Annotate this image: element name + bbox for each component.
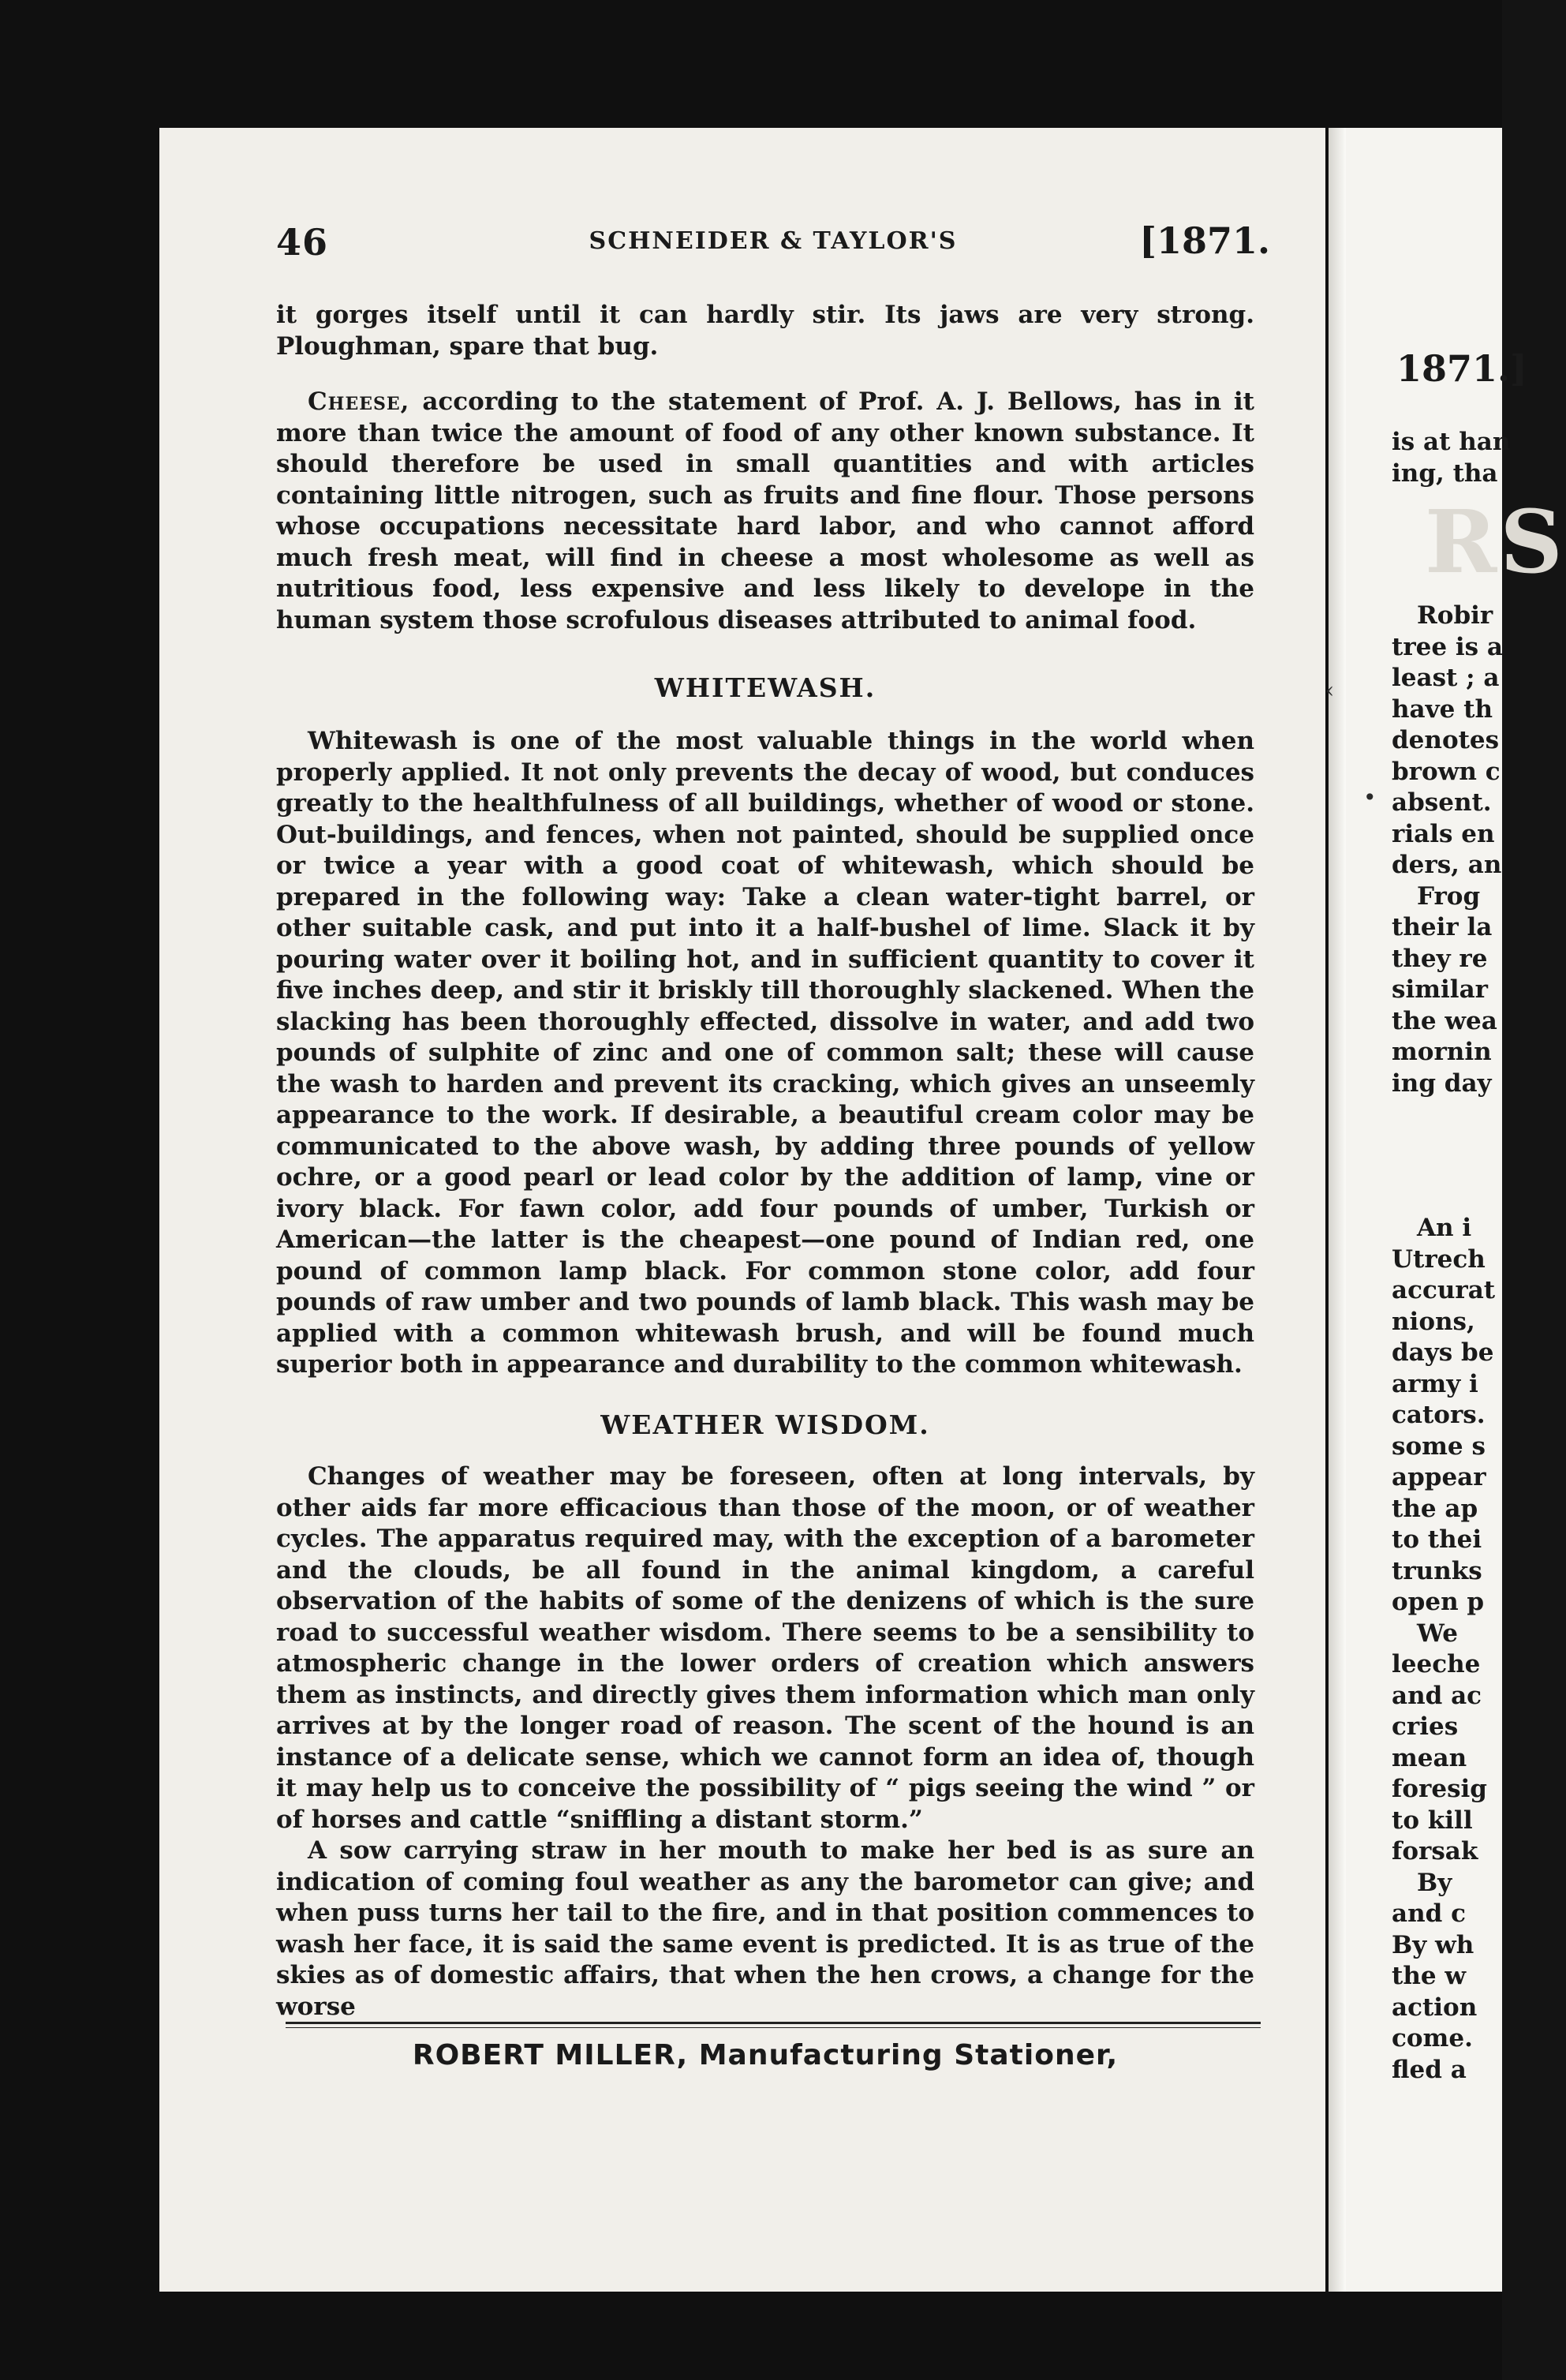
- right-page: [1346, 128, 1566, 2292]
- right-page-line: the w: [1392, 1962, 1467, 1990]
- whitewash-paragraph: [276, 726, 1254, 1381]
- right-page-line: rials en: [1392, 819, 1495, 848]
- right-page-line: and ac: [1392, 1681, 1482, 1710]
- right-page-line: action: [1392, 1993, 1478, 2022]
- right-page-line: the wea: [1392, 1006, 1497, 1035]
- cheese-text: according to the statement of Prof. A. J. Bellows, has in it more than twice the amount of food of any other known substance. It should therefore be used in small quantities and with articles containing little nitrogen, such as fruits and fine flour. Those persons whose occupations necessitate hard labor, and who cannot afford much fresh meat, will find in cheese a most wholesome as well as nutritious food, less expensive and less likely to develope in the human system those scrofulous diseases attributed to animal food.: [276, 387, 1255, 634]
- footer-rule: [286, 2022, 1261, 2024]
- cheese-run-in: Cheese,: [308, 387, 410, 416]
- header-year: [1871.: [1139, 219, 1270, 262]
- weather-paragraph-1: Changes of weather may be foreseen, often at long intervals, by other aids far more efficacious than those of the moon, or of weather cycles. The apparatus required may, with the exception of a barometer and the clouds, be all found in the animal kingdom, a careful observation of the habits of some of the denizens of which is the sure road to successful weather wisdom. There seems to be a sensibility to atmospheric change in the lower orders of creation which answers them as instincts, and directly gives them information which man only arrives at by the longer road of reason. The scent of the hound is an instance of a delicate sense, which we cannot form an idea of, though it may help us to conceive the possibility of “ pigs seeing the wind ” or of horses and cattle “sniffling a distant storm.”: [276, 1462, 1254, 1834]
- right-page-line: cators.: [1392, 1401, 1486, 1429]
- right-page-line: foresig: [1392, 1775, 1487, 1803]
- fold-arrow-mark: ‹: [1325, 677, 1335, 703]
- header-title: SCHNEIDER & TAYLOR'S: [589, 227, 958, 255]
- right-page-line: trunks: [1392, 1556, 1482, 1585]
- footer-rule-thin: [286, 2027, 1261, 2028]
- margin-dot-mark: •: [1363, 784, 1377, 810]
- right-page-line: accurat: [1392, 1276, 1496, 1304]
- right-page-line: An i: [1417, 1214, 1472, 1242]
- right-page-line: cries: [1392, 1712, 1459, 1741]
- right-page-line: the ap: [1392, 1494, 1478, 1523]
- right-page-line: days be: [1392, 1338, 1494, 1367]
- page-number: 46: [276, 221, 329, 264]
- right-page-line: brown c: [1392, 757, 1501, 786]
- right-page-line: their la: [1392, 913, 1493, 941]
- page-fold: [1329, 128, 1346, 2292]
- right-page-line: ing, tha: [1392, 459, 1498, 488]
- right-page-line: By wh: [1392, 1930, 1474, 1959]
- right-page-line: open p: [1392, 1588, 1485, 1616]
- right-page-line: appear: [1392, 1463, 1486, 1491]
- right-page-line: nions,: [1392, 1307, 1475, 1336]
- right-page-line: similar: [1392, 975, 1489, 1004]
- footer-advertisement: ROBERT MILLER, Manufacturing Stationer,: [412, 2039, 1119, 2071]
- right-page-line: have th: [1392, 694, 1493, 724]
- whitewash-heading: WHITEWASH.: [654, 672, 876, 703]
- right-page-line: leeche: [1392, 1650, 1481, 1678]
- right-page-line: mornin: [1392, 1038, 1492, 1066]
- cheese-paragraph: [276, 387, 1254, 636]
- right-page-line: mean: [1392, 1743, 1467, 1772]
- right-page-line: is at han: [1392, 428, 1511, 456]
- right-page-line: tree is a: [1392, 632, 1503, 661]
- intro-paragraph: [276, 300, 1254, 362]
- right-page-running-head: 1871.]: [1396, 347, 1527, 390]
- right-page-line: fled a: [1392, 2055, 1467, 2084]
- intro-line: Ploughman, spare that bug.: [276, 331, 659, 361]
- right-page-line: Robir: [1417, 601, 1493, 630]
- right-page-line: We: [1417, 1618, 1459, 1648]
- right-page-line: Frog: [1417, 881, 1481, 911]
- weather-heading: WEATHER WISDOM.: [600, 1409, 930, 1440]
- right-page-line: to kill: [1392, 1806, 1473, 1835]
- right-page-line: denotes: [1392, 726, 1500, 754]
- right-page-line: ing day: [1392, 1068, 1492, 1098]
- right-page-line: army i: [1392, 1369, 1478, 1398]
- right-page-line: to thei: [1392, 1525, 1482, 1554]
- right-page-line: absent.: [1392, 788, 1492, 817]
- right-page-line: and c: [1392, 1899, 1466, 1928]
- right-page-line: ders, an: [1392, 851, 1502, 879]
- right-page-line: By: [1417, 1868, 1452, 1897]
- weather-paragraph-2: A sow carrying straw in her mouth to make her bed is as sure an indication of coming foul weather as any the barometor can give; and when puss turns her tail to the fire, and in that position commences to wash her face, it is said the same event is predicted. It is as true of the skies as of domestic affairs, that when the hen crows, a change for the worse: [276, 1836, 1254, 2021]
- right-page-line: forsak: [1392, 1837, 1478, 1865]
- weather-section: [276, 1461, 1254, 2023]
- whitewash-text: Whitewash is one of the most valuable things in the world when properly applied. It not only prevents the decay of wood, but conduces greatly to the healthfulness of all buildings, whether of wood or stone. Out-buildings, and fences, when not painted, should be supplied once or twice a year with a good coat of whitewash, which should be prepared in the following way: Take a clean water-tight barrel, or other suitable cask, and put into it a half-bushel of lime. Slack it by pouring water over it boiling hot, and in sufficient quantity to cover it five inches deep, and stir it briskly till thoroughly slackened. When the slacking has been thoroughly effected, dissolve in water, and add two pounds of sulphite of zinc and one of common salt; these will cause the wash to harden and prevent its cracking, which gives an unseemly appearance to the work. If desirable, a beautiful cream color may be communicated to the above wash, by adding three pounds of yellow ochre, or a good pearl or lead color by the addition of lamp, vine or ivory black. For fawn color, add four pounds of umber, Turkish or American—the latter is the cheapest—one pound of Indian red, one pound of common lamp black. For common stone color, add four pounds of raw umber and two pounds of lamb black. This wash may be applied with a common whitewash brush, and will be found much superior both in appearance and durability to the common whitewash.: [276, 727, 1254, 1379]
- running-head: [276, 221, 1270, 268]
- right-page-line: some s: [1392, 1431, 1486, 1461]
- right-page-faded-heading: RS: [1425, 491, 1566, 593]
- right-page-line: Utrech: [1392, 1244, 1486, 1274]
- right-page-line: they re: [1392, 944, 1488, 973]
- right-page-line: least ; a: [1392, 664, 1500, 692]
- right-page-line: come.: [1392, 2024, 1473, 2053]
- intro-line: it gorges itself until it can hardly stir. Its jaws are very strong.: [276, 301, 1254, 329]
